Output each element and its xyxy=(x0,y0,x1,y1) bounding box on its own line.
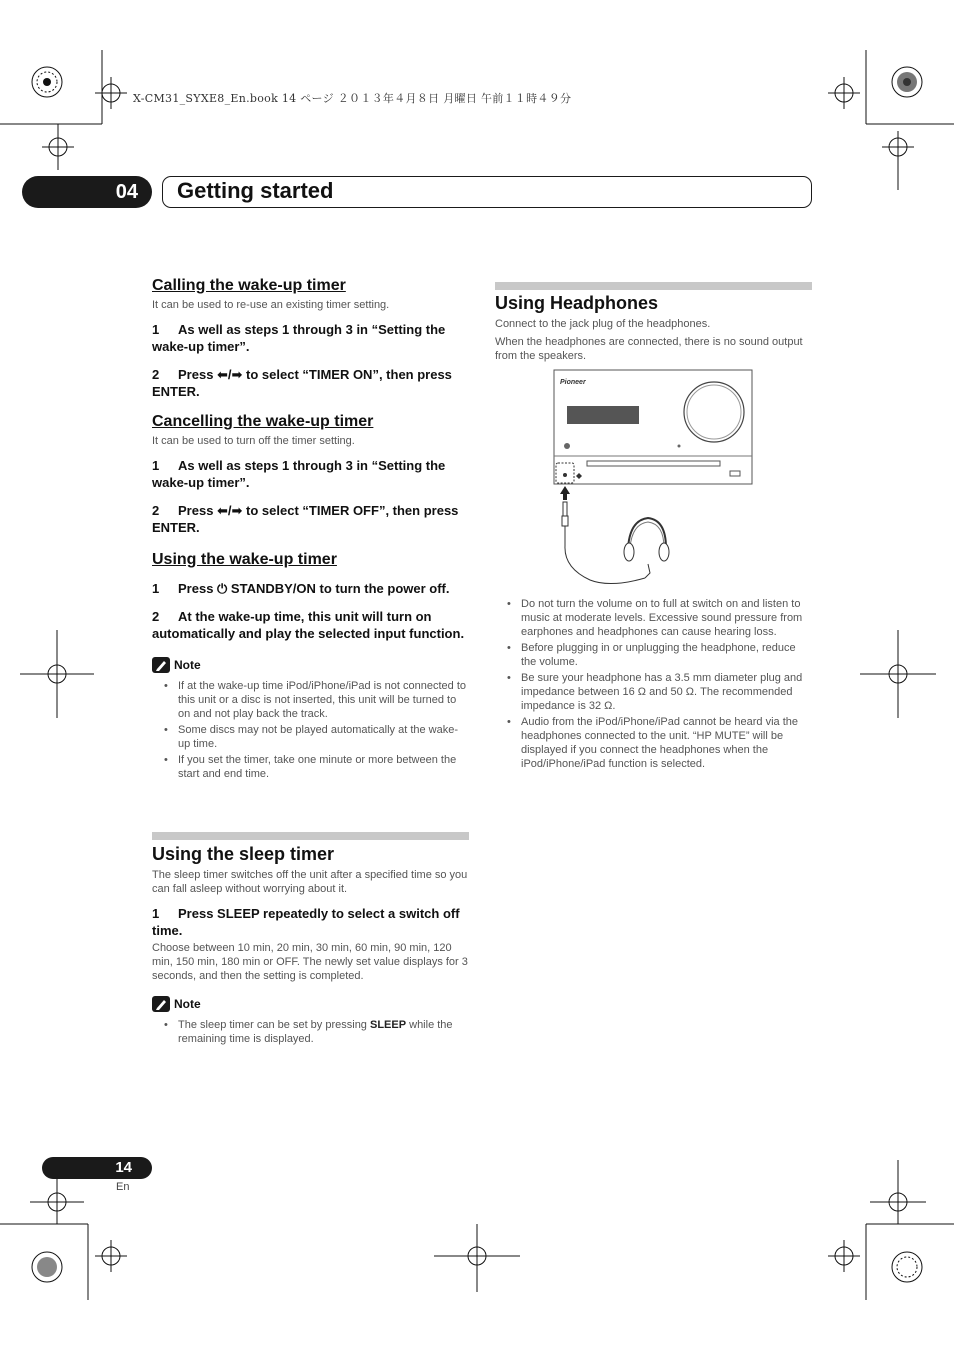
using-wakeup-heading: Using the wake-up timer xyxy=(152,551,337,568)
bullet-item: • Be sure your headphone has a 3.5 mm diameter plug and impedance between 16 Ω and 50 Ω. The recommended impedance is 32 Ω. xyxy=(495,671,813,713)
chapter-number: 04 xyxy=(22,176,152,208)
step-number: 2 xyxy=(152,609,160,624)
step-text: Press SLEEP repeatedly to select a switch off time. xyxy=(152,906,460,938)
sleep-detail: Choose between 10 min, 20 min, 30 min, 60 min, 90 min, 120 min, 150 min, 180 min or OFF. The newly set value displays for 3 seconds, and then the setting is completed. xyxy=(152,942,468,982)
bullet-item: • Audio from the iPod/iPhone/iPad cannot be heard via the headphones connected to the unit. “HP MUTE” will be displayed if you connect the headphones when the iPod/iPhone/iPad function is selected. xyxy=(495,715,813,771)
calling-intro: It can be used to re-use an existing timer setting. xyxy=(152,299,390,311)
calling-heading: Calling the wake-up timer xyxy=(152,277,346,294)
insert-arrow-icon xyxy=(560,486,570,500)
registration-mark-bottom-left xyxy=(0,1160,130,1300)
cancelling-heading: Cancelling the wake-up timer xyxy=(152,413,374,430)
wakeup-note-list xyxy=(152,679,470,781)
note-item: • If you set the timer, take one minute or more between the start and end time. xyxy=(152,753,470,781)
wakeup-note-header xyxy=(152,656,470,674)
sleep-heading: Using the sleep timer xyxy=(152,844,335,864)
headphone-plug xyxy=(563,502,567,516)
sleep-step-1 xyxy=(152,905,470,939)
chapter-header xyxy=(162,176,812,208)
registration-mark-bottom-right xyxy=(828,1160,954,1300)
print-line: X-CM31_SYXE8_En.book 14 ページ ２０１３年４月８日 月曜日 午前１１時４９分 xyxy=(133,92,572,105)
step-text: Press ⏻ STANDBY/ON to turn the power off. xyxy=(178,581,450,596)
bullet-item: • Do not turn the volume on to full at switch on and listen to music at moderate levels. Excessive sound pressure from earphones and headphones can cause hearing loss. xyxy=(495,597,813,639)
note-pencil-icon xyxy=(152,657,170,673)
note-pencil-icon xyxy=(152,996,170,1012)
step-number: 1 xyxy=(152,322,160,337)
step-number: 2 xyxy=(152,367,160,382)
registration-mark-middle-right xyxy=(860,630,936,718)
page-number: 14 xyxy=(42,1157,152,1179)
registration-mark-middle-left xyxy=(20,630,94,718)
note-key: SLEEP xyxy=(369,1019,407,1031)
left-column xyxy=(152,277,470,783)
step-text: Press ⬅/➡ to select “TIMER OFF”, then press ENTER. xyxy=(152,503,459,535)
headphones-section xyxy=(495,293,813,363)
note-item: • Some discs may not be played automatically at the wake-up time. xyxy=(152,723,470,751)
note-item: • If at the wake-up time iPod/iPhone/iPad is not connected to this unit or a disc is not inserted, this unit will be turned to on and not play back the track. xyxy=(152,679,470,721)
chapter-title: Getting started xyxy=(177,178,334,203)
standby-button-icon xyxy=(564,443,570,449)
step-text: As well as steps 1 through 3 in “Setting the wake-up timer”. xyxy=(152,322,446,354)
cancelling-intro: It can be used to turn off the timer setting. xyxy=(152,435,355,447)
headphones-intro-2: When the headphones are connected, there is no sound output from the speakers. xyxy=(495,336,803,362)
headphone-jack-icon xyxy=(563,473,567,477)
step-text: At the wake-up time, this unit will turn on automatically and play the selected input function. xyxy=(152,609,465,641)
step-text: Press ⬅/➡ to select “TIMER ON”, then press ENTER. xyxy=(152,367,452,399)
step-number: 1 xyxy=(152,906,160,921)
note-label: Note xyxy=(174,996,201,1011)
step-number: 1 xyxy=(152,458,160,473)
step-text: As well as steps 1 through 3 in “Setting the wake-up timer”. xyxy=(152,458,446,490)
bullet-item: • Before plugging in or unplugging the headphone, reduce the volume. xyxy=(495,641,813,669)
calling-step-2 xyxy=(152,366,470,400)
headphones-icon xyxy=(624,518,669,578)
note-label: Note xyxy=(174,657,201,672)
cancelling-step-2 xyxy=(152,502,470,536)
volume-knob xyxy=(684,382,744,442)
sleep-note-list xyxy=(152,1018,470,1046)
using-wakeup-step-2 xyxy=(152,608,470,642)
step-number: 1 xyxy=(152,581,160,596)
registration-mark-top-right xyxy=(828,50,954,190)
section-divider-bar xyxy=(495,282,812,290)
registration-mark-top-left xyxy=(0,50,127,170)
sleep-intro: The sleep timer switches off the unit after a specified time so you can fall asleep without worrying about it. xyxy=(152,869,468,895)
cancelling-step-1 xyxy=(152,457,470,491)
section-divider-bar xyxy=(152,832,469,840)
device-display xyxy=(567,406,639,424)
note-item xyxy=(152,1018,470,1046)
note-text: while the remaining time is displayed. xyxy=(178,1019,453,1045)
calling-step-1 xyxy=(152,321,470,355)
step-number: 2 xyxy=(152,503,160,518)
headphones-intro-1: Connect to the jack plug of the headphones. xyxy=(495,318,711,330)
headphones-bullets xyxy=(495,597,813,773)
page-language: En xyxy=(116,1181,130,1193)
sleep-note-header xyxy=(152,995,470,1013)
registration-mark-bottom-center xyxy=(434,1224,520,1292)
headphones-heading: Using Headphones xyxy=(495,293,659,313)
using-wakeup-step-1 xyxy=(152,580,470,597)
note-text: The sleep timer can be set by pressing xyxy=(178,1019,370,1031)
sleep-section xyxy=(152,844,470,1048)
device-brand-logo: Pioneer xyxy=(560,379,586,386)
headphones-illustration xyxy=(550,368,760,590)
